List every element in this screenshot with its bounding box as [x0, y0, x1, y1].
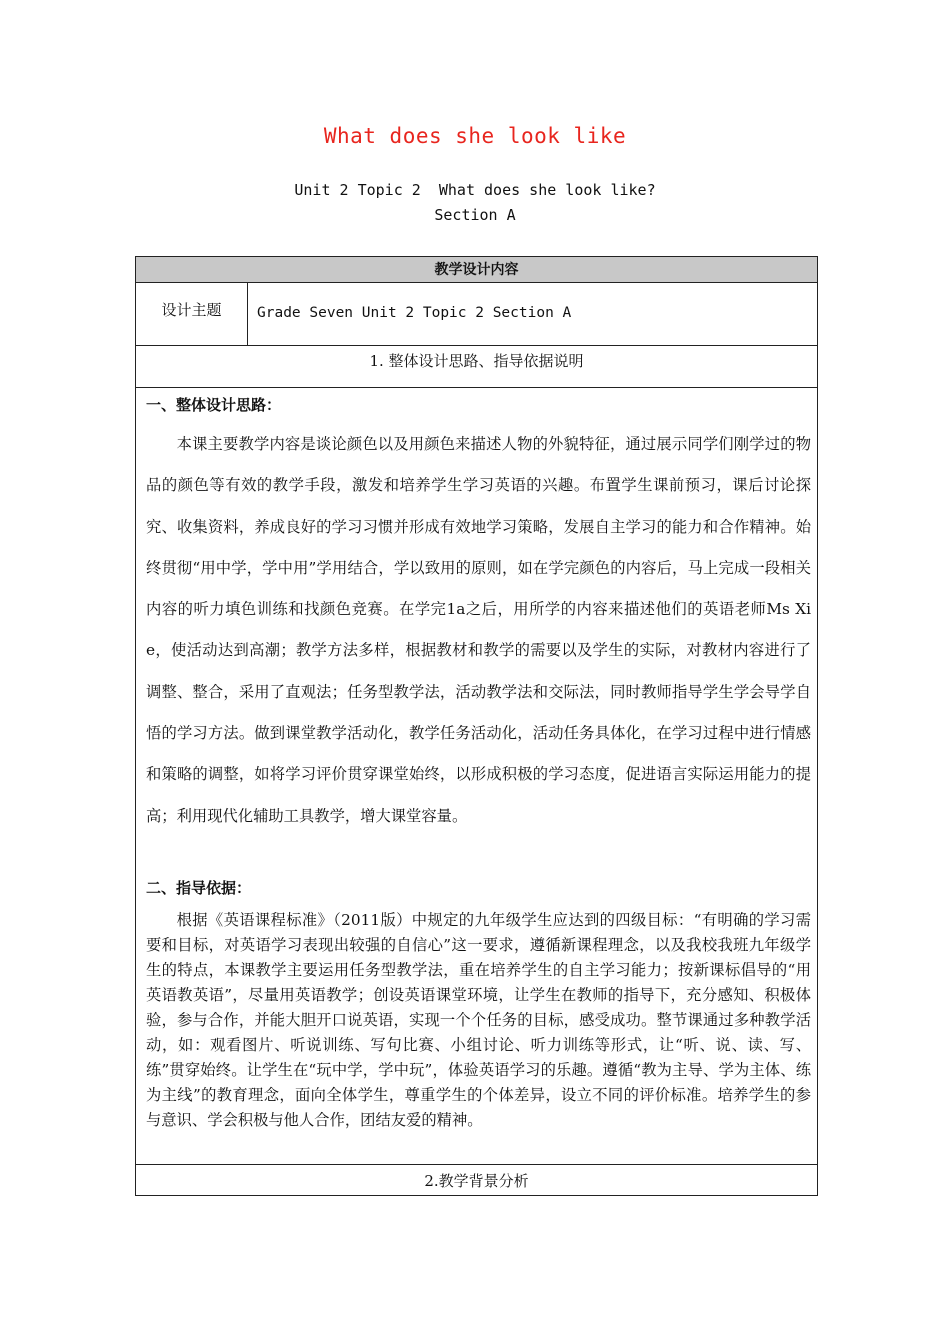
theme-label: 设计主题: [136, 283, 248, 345]
theme-row: [136, 283, 817, 346]
paragraph-overall-design: 本课主要教学内容是谈论颜色以及用颜色来描述人物的外貌特征，通过展示同学们刚学过的物品的颜色等有效的教学手段，激发和培养学生学习英语的兴趣。布置学生课前预习，课后讨论探究、收集资料，养成良好的学习习惯并形成有效地学习策略，发展自主学习的能力和合作精神。始终贯彻“用中学，学中用”学用结合，学以致用的原则，如在学完颜色的内容后，马上完成一段相关内容的听力填色训练和找颜色竞赛。在学完1a之后，用所学的内容来描述他们的英语老师Ms Xie，使活动达到高潮；教学方法多样，根据教材和教学的需要以及学生的实际，对教材内容进行了调整、整合，采用了直观法；任务型教学法，活动教学法和交际法，同时教师指导学生学会导学自悟的学习方法。做到课堂教学活动化，教学任务活动化，活动任务具体化，在学习过程中进行情感和策略的调整，如将学习评价贯穿课堂始终，以形成积极的学习态度，促进语言实际运用能力的提高；利用现代化辅助工具教学，增大课堂容量。: [146, 435, 811, 825]
design-content-cell: [136, 388, 817, 1165]
heading-overall-design: 一、整体设计思路：: [146, 396, 282, 414]
document-subtitle: Unit 2 Topic 2 What does she look like?: [294, 181, 656, 199]
design-table: [135, 256, 818, 1196]
document-title: What does she look like: [323, 124, 627, 148]
document-section-label: Section A: [434, 206, 516, 224]
section-1-title: 1. 整体设计思路、指导依据说明: [136, 346, 817, 388]
section-2-title: 2.教学背景分析: [424, 1172, 529, 1190]
table-header: 教学设计内容: [136, 257, 817, 283]
theme-value: Grade Seven Unit 2 Topic 2 Section A: [257, 305, 572, 321]
heading-guidance-basis: 二、指导依据：: [146, 879, 252, 897]
paragraph-guidance-basis: 根据《英语课程标准》（2011版）中规定的九年级学生应达到的四级目标：“有明确的学习需要和目标，对英语学习表现出较强的自信心”这一要求，遵循新课程理念，以及我校我班九年级学生的特点，本课教学主要运用任务型教学法，重在培养学生的自主学习能力；按新课标倡导的“用英语教英语”，尽量用英语教学；创设英语课堂环境，让学生在教师的指导下，充分感知、积极体验，参与合作，并能大胆开口说英语，实现一个个任务的目标，感受成功。整节课通过多种教学活动，如：观看图片、听说训练、写句比赛、小组讨论、听力训练等形式，让“听、说、读、写、练”贯穿始终。让学生在“玩中学，学中玩”，体验英语学习的乐趣。遵循“教为主导、学为主体、练为主线”的教育理念，面向全体学生，尊重学生的个体差异，设立不同的评价标准。培养学生的参与意识、学会积极与他人合作，团结友爱的精神。: [146, 911, 811, 1129]
